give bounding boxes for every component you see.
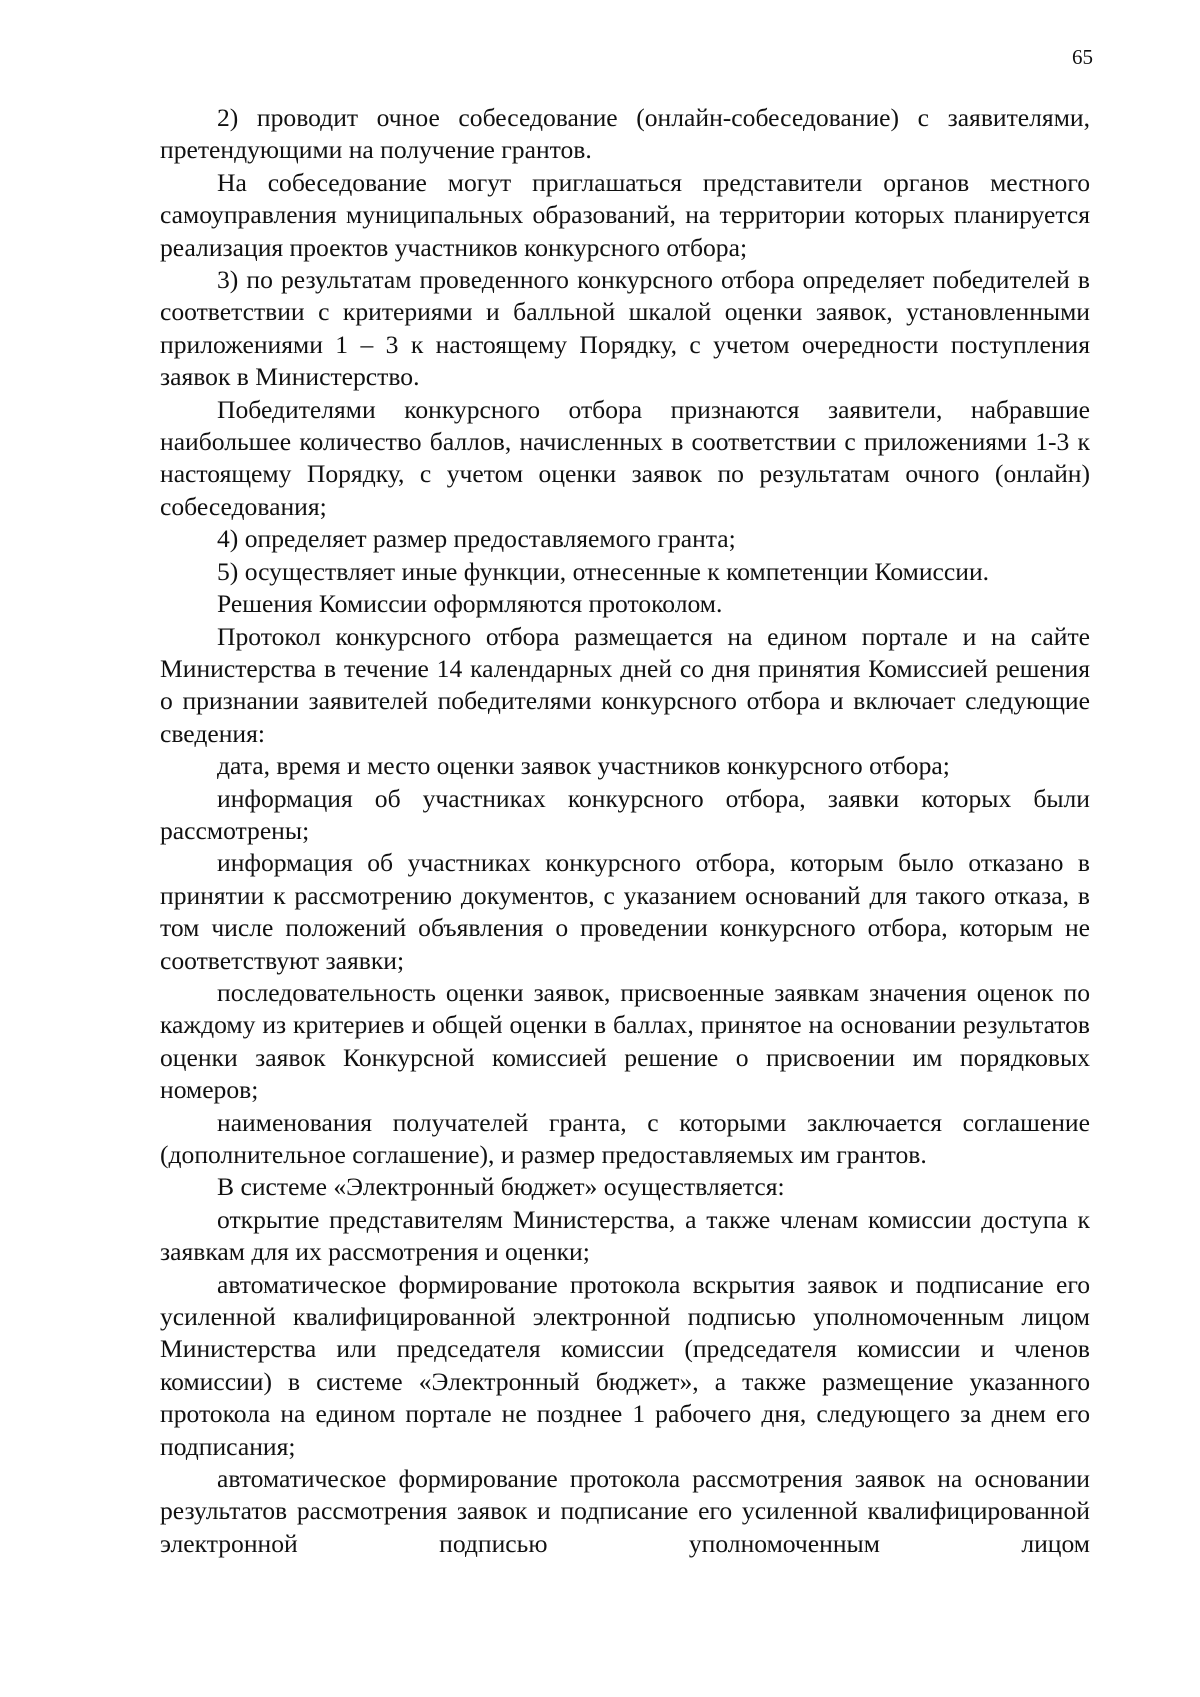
paragraph: открытие представителям Министерства, а также членам комиссии доступа к заявкам для их рассмотрения и оценки; <box>160 1204 1090 1267</box>
paragraph: наименования получателей гранта, с которыми заключается соглашение (дополнительное соглашение), и размер предоставляемых им грантов. <box>160 1107 1090 1169</box>
paragraph: В системе «Электронный бюджет» осуществляется: <box>217 1172 785 1202</box>
paragraph: информация об участниках конкурсного отбора, которым было отказано в принятии к рассмотрению документов, с указанием оснований для такого отказа, в том числе положений объявления о проведении конкурсного отбора, которым не соответствуют заявки; <box>160 848 1090 975</box>
paragraph: Решения Комиссии оформляются протоколом. <box>217 589 723 619</box>
paragraph: На собеседование могут приглашаться представители органов местного самоуправления муниципальных образований, на территории которых планируется реализация проектов участников конкурсного отбора; <box>160 167 1090 262</box>
paragraph: Протокол конкурсного отбора размещается на едином портале и на сайте Министерства в течение 14 календарных дней со дня принятия Комиссией решения о признании заявителей победителями конкурсного отбора и включает следующие сведения: <box>160 621 1090 748</box>
paragraph: информация об участниках конкурсного отбора, заявки которых были рассмотрены; <box>160 783 1090 845</box>
paragraph: 4) определяет размер предоставляемого гранта; <box>217 524 736 554</box>
paragraph: 2) проводит очное собеседование (онлайн-собеседование) с заявителями, претендующими на получение грантов. <box>160 103 1090 165</box>
paragraph: 5) осуществляет иные функции, отнесенные к компетенции Комиссии. <box>217 556 990 586</box>
document-body <box>160 102 1090 1560</box>
paragraph: последовательность оценки заявок, присвоенные заявкам значения оценок по каждому из критериев и общей оценки в баллах, принятое на основании результатов оценки заявок Конкурсной комиссией решение о присвоении им порядковых номеров; <box>160 977 1090 1105</box>
page-number: 65 <box>1072 45 1093 69</box>
paragraph: 3) по результатам проведенного конкурсного отбора определяет победителей в соответствии с критериями и балльной шкалой оценки заявок, установленными приложениями 1 – 3 к настоящему Порядку, с учетом очередности поступления заявок в Министерство. <box>160 265 1090 392</box>
paragraph: автоматическое формирование протокола рассмотрения заявок на основании результатов рассмотрения заявок и подписание его усиленной квалифицированной электронной подписью уполномоченным лицом <box>160 1464 1090 1558</box>
paragraph: дата, время и место оценки заявок участников конкурсного отбора; <box>217 751 950 781</box>
paragraph: Победителями конкурсного отбора признаются заявители, набравшие наибольшее количество баллов, начисленных в соответствии с приложениями 1-3 к настоящему Порядку, с учетом оценки заявок по результатам очного (онлайн) собеседования; <box>160 394 1090 521</box>
paragraph: автоматическое формирование протокола вскрытия заявок и подписание его усиленной квалифицированной электронной подписью уполномоченным лицом Министерства или председателя комиссии (председателя комиссии и членов комиссии) в системе «Электронный бюджет», а также размещение указанного протокола на едином портале не позднее 1 рабочего дня, следующего за днем его подписания; <box>160 1269 1090 1461</box>
